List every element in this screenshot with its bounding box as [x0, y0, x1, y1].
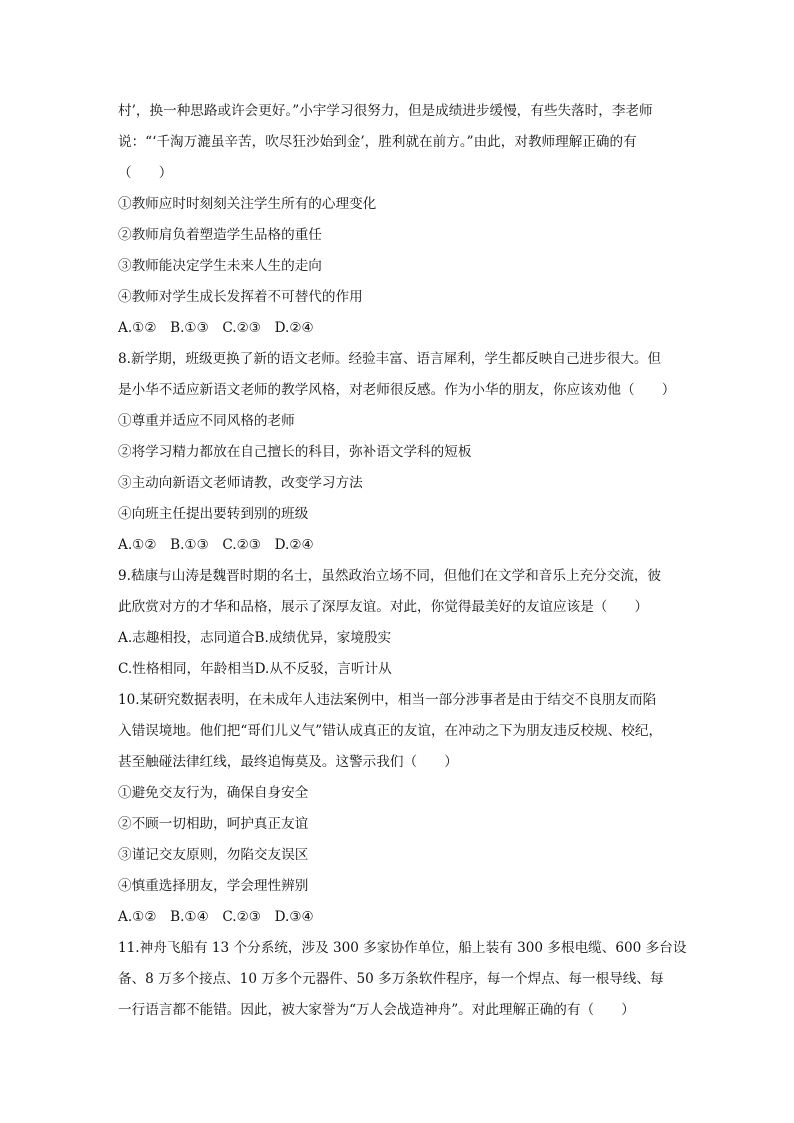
- answer-choices: A.①② B.①③ C.②③ D.②④: [118, 537, 314, 553]
- option-line: ②不顾一切相助，呵护真正友谊: [118, 816, 309, 832]
- text-line: 入错误境地。他们把“哥们儿义气”错认成真正的友谊，在冲动之下为朋友违反校规、校纪，: [118, 723, 663, 739]
- question-9: 9.嵇康与山涛是魏晋时期的名士，虽然政治立场不同，但他们在文学和音乐上充分交流，彼: [118, 568, 662, 584]
- answer-choices: A.志趣相投，志同道合B.成绩优异，家境殷实: [118, 630, 392, 646]
- answer-choices: A.①② B.①③ C.②③ D.②④: [118, 320, 314, 336]
- option-line: ②教师肩负着塑造学生品格的重任: [118, 227, 322, 243]
- document-page: [118, 96, 687, 1026]
- option-line: ④教师对学生成长发挥着不可替代的作用: [118, 289, 363, 305]
- option-line: ③教师能决定学生未来人生的走向: [118, 258, 322, 274]
- question-11: 11.神舟飞船有 13 个分系统，涉及 300 多家协作单位，船上装有 300 多根电缆、600 多台设: [118, 940, 687, 956]
- answer-choices: A.①② B.①④ C.②③ D.③④: [118, 909, 314, 925]
- option-line: ①尊重并适应不同风格的老师: [118, 413, 295, 429]
- text-line: 甚至触碰法律红线，最终追悔莫及。这警示我们（ ）: [118, 754, 458, 770]
- option-line: ③谨记交友原则，勿陷交友误区: [118, 847, 309, 863]
- option-line: ①教师应时时刻刻关注学生所有的心理变化: [118, 196, 377, 212]
- option-line: ②将学习精力都放在自己擅长的科目，弥补语文学科的短板: [118, 444, 472, 460]
- option-line: ①避免交友行为，确保自身安全: [118, 785, 309, 801]
- option-line: ④慎重选择朋友，学会理性辨别: [118, 878, 309, 894]
- text-line: 一行语言都不能错。因此，被大家誉为“万人会战造神舟”。对此理解正确的有（ ）: [118, 1002, 635, 1018]
- answer-choices: C.性格相同，年龄相当D.从不反驳，言听计从: [118, 661, 392, 677]
- text-line: （ ）: [118, 165, 173, 181]
- text-line: 是小华不适应新语文老师的教学风格，对老师很反感。作为小华的朋友，你应该劝他（ ）: [118, 382, 676, 398]
- option-line: ④向班主任提出要转到别的班级: [118, 506, 309, 522]
- text-line: 说：“‘千淘万漉虽辛苦，吹尽狂沙始到金’，胜利就在前方。”由此，对教师理解正确的有: [118, 134, 637, 150]
- text-line: 村’，换一种思路或许会更好。”小宇学习很努力，但是成绩进步缓慢，有些失落时，李老师: [118, 103, 653, 119]
- question-8: 8.新学期，班级更换了新的语文老师。经验丰富、语言犀利，学生都反映自己进步很大。但: [118, 351, 662, 367]
- text-line: 此欣赏对方的才华和品格，展示了深厚友谊。对此，你觉得最美好的友谊应该是（ ）: [118, 599, 649, 615]
- question-10: 10.某研究数据表明，在未成年人违法案例中，相当一部分涉事者是由于结交不良朋友而陷: [118, 692, 657, 708]
- text-line: 备、8 万多个接点、10 万多个元器件、50 多万条软件程序，每一个焊点、每一根导线、每: [118, 971, 664, 987]
- option-line: ③主动向新语文老师请教，改变学习方法: [118, 475, 363, 491]
